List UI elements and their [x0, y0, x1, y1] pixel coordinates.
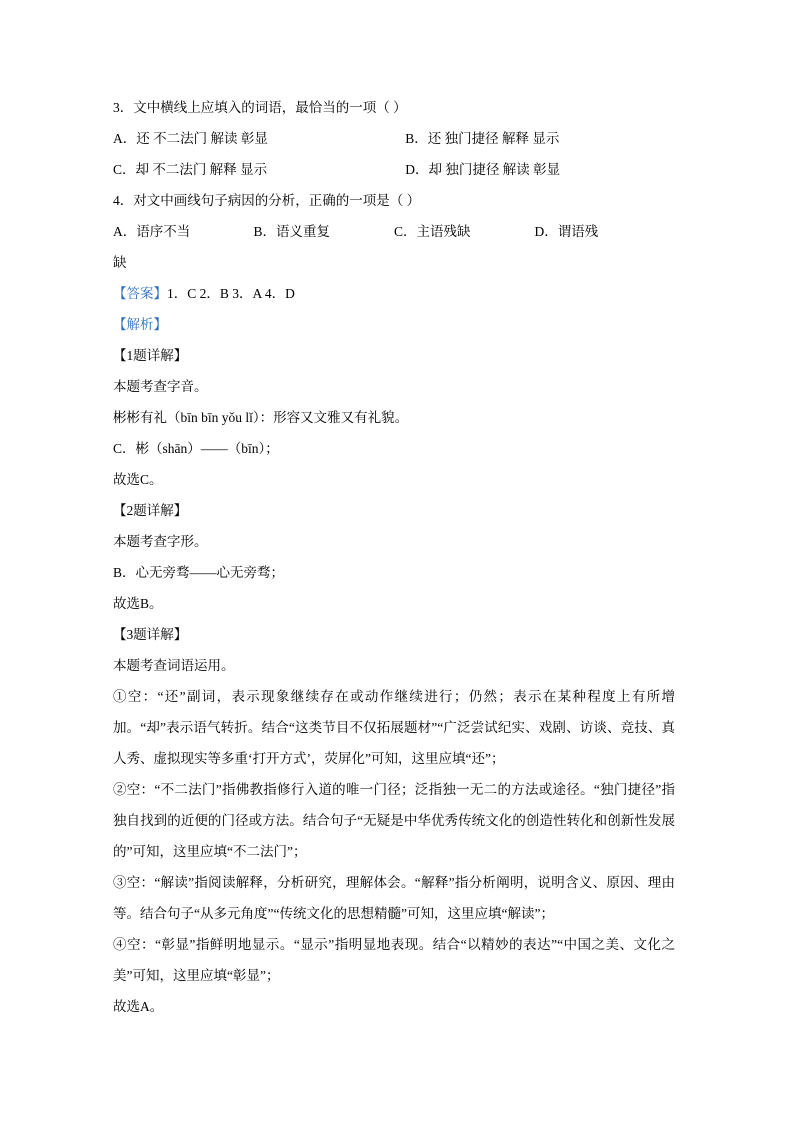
analysis-3-line-4: ③空：“解读”指阅读解释，分析研究，理解体会。“解释”指分析阐明，说明含义、原因、理由等。结合句子“从多元角度”“传统文化的思想精髓”可知，这里应填“解读”；: [113, 875, 675, 921]
analysis-1-line-4: 故选C。: [113, 472, 163, 487]
analysis-3-line-6: 故选A。: [113, 999, 164, 1014]
question-3-option-b: B．还 独门捷径 解释 显示: [405, 131, 560, 146]
question-4-option-d-overflow: 缺: [113, 255, 127, 270]
question-3-option-c: C．却 不二法门 解释 显示: [113, 162, 268, 177]
analysis-3-line-3: ②空：“不二法门”指佛教指修行入道的唯一门径；泛指独一无二的方法或途径。“独门捷径”指独自找到的近便的门径或方法。结合句子“无疑是中华优秀传统文化的创造性转化和创新性发展的”可知，这里应填“不二法门”；: [113, 782, 675, 859]
question-3-option-d: D．却 独门捷径 解读 彰显: [405, 162, 561, 177]
answer-text: 1．C 2．B 3．A 4．D: [167, 286, 295, 301]
analysis-2-line-2: B．心无旁骛——心无旁骛；: [113, 565, 285, 580]
analysis-3-line-2: ①空：“还”副词，表示现象继续存在或动作继续进行；仍然；表示在某种程度上有所增加。“却”表示语气转折。结合“这类节目不仅拓展题材”“广泛尝试纪实、戏剧、访谈、竞技、真人秀、虚拟现实等多重‘打开方式’，荧屏化”可知，这里应填“还”；: [113, 689, 675, 766]
question-4-options-row: [113, 216, 675, 247]
question-3-stem: 3．文中横线上应填入的词语，最恰当的一项（ ）: [113, 100, 407, 115]
question-4-option-c: C．主语残缺: [394, 224, 471, 239]
analysis-1-line-2: 彬彬有礼（bīn bīn yǒu lǐ）：形容又文雅又有礼貌。: [113, 410, 409, 425]
question-4-option-b: B．语义重复: [253, 224, 331, 239]
analysis-1-heading: 【1题详解】: [113, 348, 188, 363]
question-3-options-row-2: [113, 154, 675, 185]
analysis-2-line-1: 本题考查字形。: [113, 534, 208, 549]
analysis-label: 【解析】: [113, 317, 167, 332]
question-4-option-d: D．谓语残: [534, 224, 599, 239]
analysis-2-heading: 【2题详解】: [113, 503, 188, 518]
question-4-option-a: A．语序不当: [113, 224, 191, 239]
question-3-option-a: A．还 不二法门 解读 彰显: [113, 131, 268, 146]
analysis-3-line-5: ④空：“彰显”指鲜明地显示。“显示”指明显地表现。结合“以精妙的表达”“中国之美、文化之美”可知，这里应填“彰显”；: [113, 937, 675, 983]
analysis-1-line-3: C．彬（shān）——（bīn）；: [113, 441, 279, 456]
answer-label: 【答案】: [113, 286, 167, 301]
question-4-stem: 4．对文中画线句子病因的分析，正确的一项是（ ）: [113, 193, 421, 208]
question-3-options-row-1: [113, 123, 675, 154]
analysis-3-heading: 【3题详解】: [113, 627, 188, 642]
analysis-2-line-3: 故选B。: [113, 596, 163, 611]
analysis-1-line-1: 本题考查字音。: [113, 379, 208, 394]
answer-line: [113, 278, 675, 309]
analysis-3-line-1: 本题考查词语运用。: [113, 658, 235, 673]
